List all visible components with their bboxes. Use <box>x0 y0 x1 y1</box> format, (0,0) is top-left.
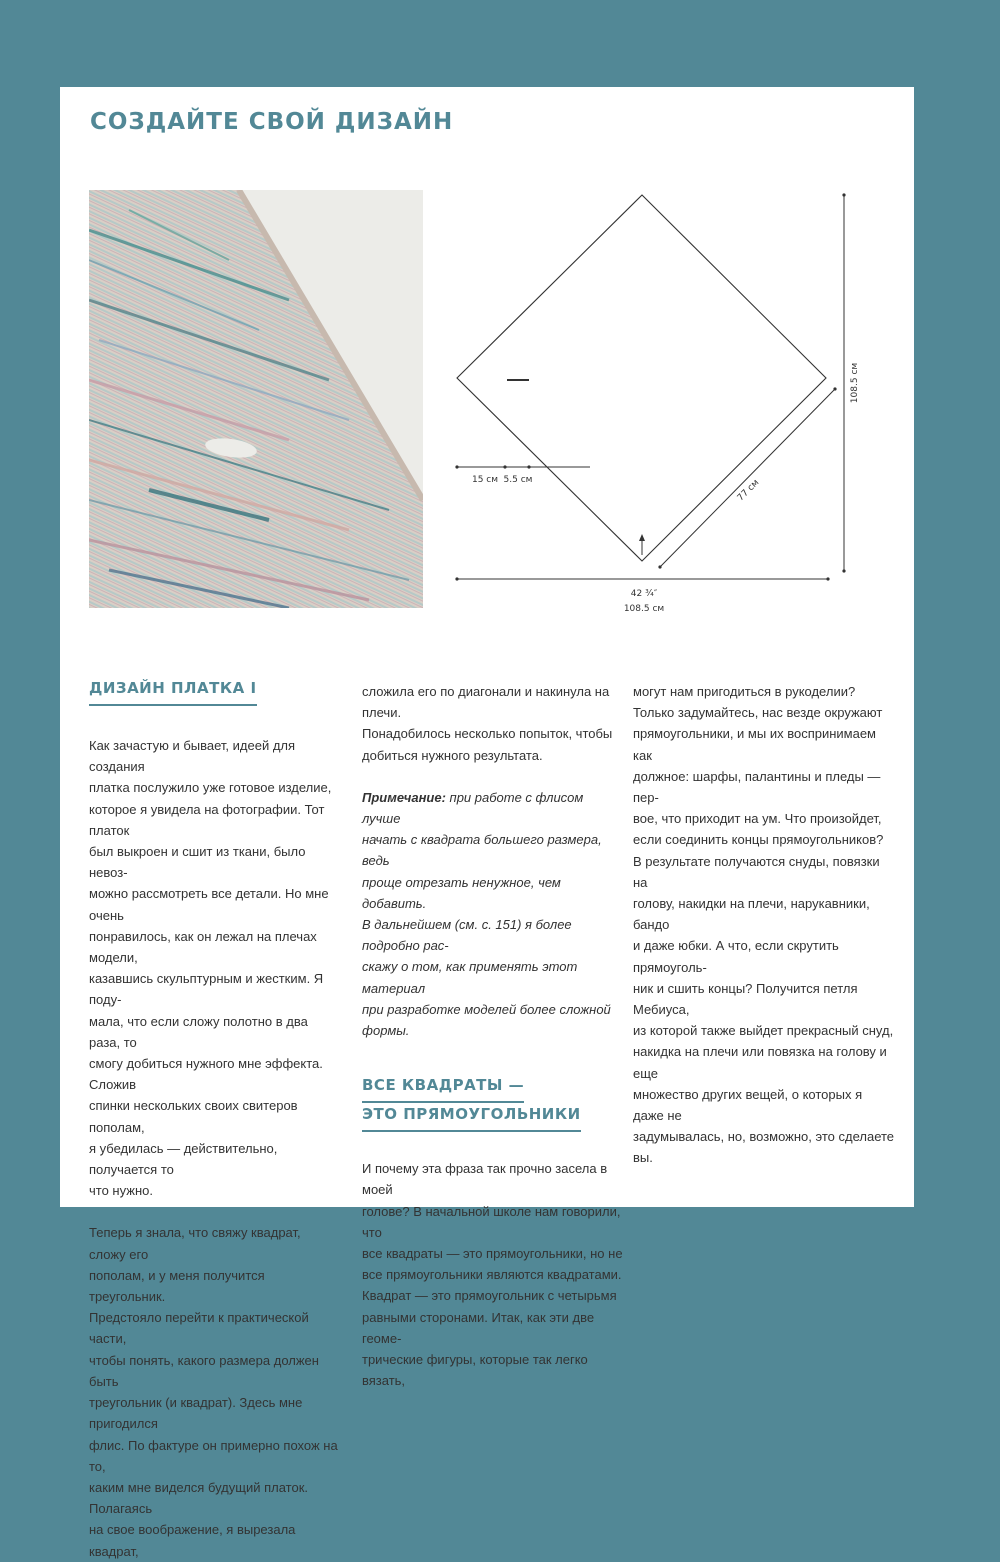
section-heading-squares <box>362 1074 624 1132</box>
book-page <box>60 87 914 1559</box>
note-paragraph <box>362 787 624 1041</box>
heading-line: ВСЕ КВАДРАТЫ — <box>362 1074 524 1103</box>
hole-width-label: 5.5 см <box>503 475 533 485</box>
note-text: при работе с флисом лучше начать с квадрата большего размера, ведь проще отрезать ненужное, чем добавить. В дальнейшем (см. с. 151) я более подробно рас- скажу о том, как применять этот материал при разработке моделей более сложной формы. <box>362 789 611 1039</box>
heading-line: ЭТО ПРЯМОУГОЛЬНИКИ <box>362 1103 581 1132</box>
paragraph: Как зачастую и бывает, идеей для создания платка послужило уже готовое изделие, которое я увидела на фотографии. Тот платок был выкроен и сшит из ткани, было невоз- можно рассмотреть все детали. Но мне очень понравилось, как он лежал на плечах модели, казавшись скульптурным и жестким. Я поду- мала, что если сложу полотно в два раза, то смогу добиться нужного мне эффекта. Сложив спинки нескольких своих свитеров пополам, я убедилась — действительно, получается то что нужно. <box>89 738 332 1199</box>
side-label: 77 см <box>735 477 762 504</box>
page-title: СОЗДАЙТЕ СВОЙ ДИЗАЙН <box>90 109 454 135</box>
width-label-cm: 108.5 см <box>623 604 665 614</box>
paragraph: Теперь я знала, что свяжу квадрат, сложу его пополам, и у меня получится треугольник. Предстояло перейти к практической части, чтобы понять, какого размера должен быть треугольник (и квадрат). Здесь мне пригодился флис. По фактуре он примерно похож на то, каким мне виделся будущий платок. Полагаясь на свое воображение, я вырезала квадрат, <box>89 1225 338 1559</box>
shawl-diagram <box>445 187 885 627</box>
column-1 <box>89 677 339 1562</box>
paragraph: сложила его по диагонали и накинула на плечи. Понадобилось несколько попыток, чтобы добиться нужного результата. <box>362 684 613 763</box>
paragraph: И почему эта фраза так прочно засела в моей голове? В начальной школе нам говорили, что все квадраты — это прямоугольники, но не все прямоугольники являются квадратами. Квадрат — это прямоугольник с четырьмя равными сторонами. Итак, как эти две геоме- трические фигуры, которые так легко вязать, <box>362 1161 623 1389</box>
section-heading-shawl-design: ДИЗАЙН ПЛАТКА I <box>89 677 257 706</box>
paragraph: могут нам пригодиться в рукоделии? Только задумайтесь, нас везде окружают прямоугольники, и мы их воспринимаем как должное: шарфы, палантины и пледы — пер- вое, что приходит на ум. Что произойдет, если соединить концы прямоугольников? В результате получаются снуды, повязки на голову, накидки на плечи, нарукавники, бандо и даже юбки. А что, если скрутить прямоуголь- ник и сшить концы? Получится петля Мебиуса, из которой также выйдет прекрасный снуд, накидка на плечи или повязка на голову и еще множество других вещей, о которых я даже не задумывалась, но, возможно, это сделаете вы. <box>633 684 895 1166</box>
hole-offset-label: 15 см <box>471 475 499 485</box>
width-label-inches: 42 ¾″ <box>630 589 658 599</box>
column-2 <box>362 681 624 1391</box>
column-3 <box>633 681 895 1169</box>
height-label: 108.5 см <box>850 362 860 404</box>
note-label: Примечание: <box>362 789 446 805</box>
shawl-photo <box>89 190 423 608</box>
